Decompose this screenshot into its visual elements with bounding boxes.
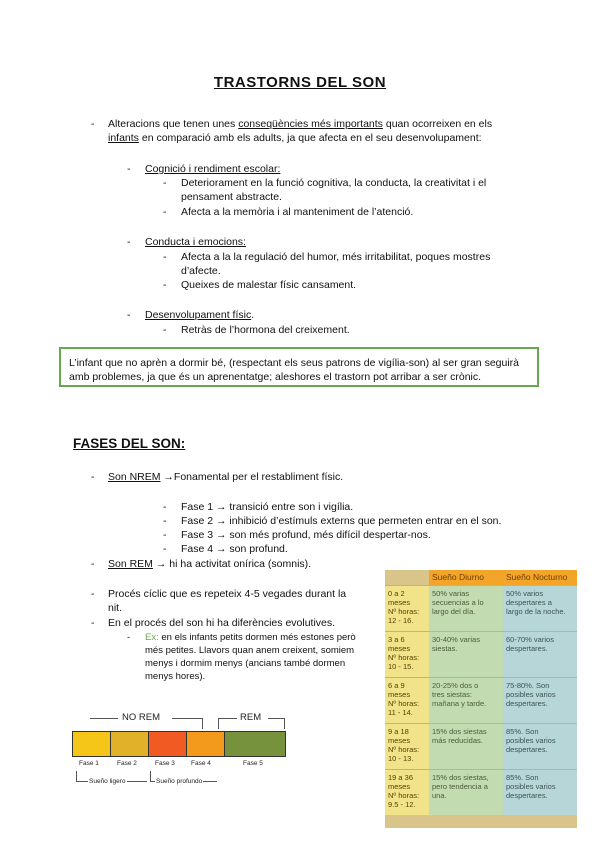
nrem-line bbox=[108, 470, 343, 484]
cell-line: mañana y tarde. bbox=[432, 699, 487, 708]
bullet-dash: - bbox=[91, 118, 95, 130]
sleep-phase-bar bbox=[72, 731, 286, 757]
table-row bbox=[385, 586, 577, 632]
table-cell-night bbox=[503, 770, 577, 816]
cell-line: Nº horas: bbox=[388, 607, 420, 616]
bullet-dash: - bbox=[127, 163, 131, 175]
cell-line: 6 a 9 bbox=[388, 681, 405, 690]
cell-line: despertares. bbox=[506, 791, 548, 800]
list-item: Queixes de malestar físic cansament. bbox=[181, 279, 357, 291]
table-cell-day bbox=[429, 632, 503, 678]
list-item: Afecta a la la regulació del humor, més irritabilitat, poques mostres bbox=[181, 251, 491, 263]
bracket-line bbox=[172, 718, 203, 729]
cell-line: 0 a 2 bbox=[388, 589, 405, 598]
phase-label: Fase 3 bbox=[155, 760, 175, 767]
table-row bbox=[385, 632, 577, 678]
example-text: en els infants petits dormen més estones però bbox=[158, 632, 356, 643]
example-line: menys i dormim menys (ancians també dormen bbox=[145, 658, 346, 669]
list-item: Deteriorament en la funció cognitiva, la conducta, la creativitat i el bbox=[181, 177, 487, 189]
bracket-line bbox=[268, 718, 285, 729]
cell-line: 15% dos siestas, bbox=[432, 773, 489, 782]
deep-sleep-label: Sueño profundo bbox=[156, 778, 203, 785]
bullet-dash: - bbox=[127, 632, 131, 643]
phase-segment bbox=[111, 732, 149, 756]
cell-line: 15% dos siestas bbox=[432, 727, 487, 736]
cell-line: posibles varios bbox=[506, 736, 556, 745]
cell-line: despertares. bbox=[506, 644, 548, 653]
cell-line: despertares. bbox=[506, 745, 548, 754]
phase-segment bbox=[187, 732, 225, 756]
nrem-label: Son NREM bbox=[108, 471, 161, 483]
list-item: Afecta a la memòria i al manteniment de l’atenció. bbox=[181, 206, 414, 218]
table-cell-night bbox=[503, 586, 577, 632]
table-cell-night bbox=[503, 632, 577, 678]
table-cell-day bbox=[429, 724, 503, 770]
cell-line: largo del día. bbox=[432, 607, 476, 616]
nrem-diagram-label: NO REM bbox=[122, 712, 160, 723]
cell-line: 75-80%. Son bbox=[506, 681, 550, 690]
intro-underlined: infants bbox=[108, 132, 139, 144]
example-label: Ex: bbox=[145, 632, 159, 643]
table-cell-age bbox=[385, 632, 429, 678]
phase-label: Fase 4 bbox=[191, 760, 211, 767]
bullet-dash: - bbox=[163, 177, 167, 189]
table-cell-age bbox=[385, 724, 429, 770]
rem-line bbox=[108, 557, 311, 571]
bullet-dash: - bbox=[127, 236, 131, 248]
bullet-dash: - bbox=[163, 251, 167, 263]
table-cell-age bbox=[385, 678, 429, 724]
cell-line: despertares. bbox=[506, 699, 548, 708]
cell-line: una. bbox=[432, 791, 447, 800]
bullet-dash: - bbox=[91, 617, 95, 629]
section-title: FASES DEL SON: bbox=[73, 436, 186, 451]
fase-item: Fase 3 → son més profund, més difícil despertar-nos. bbox=[181, 529, 431, 541]
heading-cognicio: Cognició i rendiment escolar: bbox=[145, 163, 281, 175]
table-row bbox=[385, 678, 577, 724]
cell-line: 50% varias bbox=[432, 589, 470, 598]
bullet-dash: - bbox=[163, 206, 167, 218]
example-line bbox=[145, 631, 356, 645]
cell-line: despertares a bbox=[506, 598, 552, 607]
bullet-dash: - bbox=[91, 588, 95, 600]
table-cell-age bbox=[385, 770, 429, 816]
cell-line: 60-70% varios bbox=[506, 635, 554, 644]
example-line: més petites. Llavors quan anem creixent, somiem bbox=[145, 645, 355, 656]
table-cell-night bbox=[503, 678, 577, 724]
cell-line: 85%. Son bbox=[506, 727, 539, 736]
bullet-dash: - bbox=[163, 529, 167, 541]
table-cell-age bbox=[385, 586, 429, 632]
rem-text: → hi ha activitat onírica (somnis). bbox=[152, 558, 312, 570]
table-row bbox=[385, 770, 577, 816]
proces-line: nit. bbox=[108, 602, 123, 614]
phase-label: Fase 1 bbox=[79, 760, 99, 767]
cell-line: 10 - 13. bbox=[388, 754, 414, 763]
proces-line: Procés cíclic que es repeteix 4-5 vegades durant la bbox=[108, 588, 347, 600]
heading-text: Desenvolupament físic bbox=[145, 309, 252, 321]
table-cell-day bbox=[429, 586, 503, 632]
cell-line: Nº horas: bbox=[388, 699, 420, 708]
bullet-dash: - bbox=[91, 558, 95, 570]
list-item: pensament abstracte. bbox=[181, 191, 282, 203]
evol-line: En el procés del son hi ha diferències evolutives. bbox=[108, 617, 336, 629]
bullet-dash: - bbox=[163, 324, 167, 336]
heading-desenvolupament bbox=[145, 308, 254, 322]
header-night: Sueño Nocturno bbox=[503, 570, 577, 586]
example-line: menys hores). bbox=[145, 671, 206, 682]
cell-line: 30-40% varias bbox=[432, 635, 480, 644]
cell-line: siestas. bbox=[432, 644, 458, 653]
cell-line: meses bbox=[388, 782, 411, 791]
table-cell-night bbox=[503, 724, 577, 770]
bullet-dash: - bbox=[163, 515, 167, 527]
cell-line: pero tendencia a bbox=[432, 782, 488, 791]
cell-line: Nº horas: bbox=[388, 653, 420, 662]
cell-line: 3 a 6 bbox=[388, 635, 405, 644]
cell-line: Nº horas: bbox=[388, 791, 420, 800]
cell-line: Nº horas: bbox=[388, 745, 420, 754]
phase-label: Fase 2 bbox=[117, 760, 137, 767]
cell-line: 9.5 - 12. bbox=[388, 800, 416, 809]
cell-line: 50% varios bbox=[506, 589, 544, 598]
cell-line: posibles varios bbox=[506, 782, 556, 791]
bracket-line bbox=[218, 718, 237, 729]
cell-line: tres siestas: bbox=[432, 690, 473, 699]
table-row bbox=[385, 724, 577, 770]
cell-line: 85%. Son bbox=[506, 773, 539, 782]
bullet-dash: - bbox=[91, 471, 95, 483]
phase-segment bbox=[73, 732, 111, 756]
cell-line: posibles varios bbox=[506, 690, 556, 699]
intro-line-1 bbox=[108, 117, 492, 131]
table-corner bbox=[385, 570, 429, 586]
cell-line: 12 - 16. bbox=[388, 616, 414, 625]
sleep-table bbox=[385, 570, 577, 828]
bullet-dash: - bbox=[127, 309, 131, 321]
cell-line: meses bbox=[388, 644, 411, 653]
fase-item: Fase 4 → son profund. bbox=[181, 543, 288, 555]
cell-line: 20-25% dos o bbox=[432, 681, 479, 690]
intro-line-2 bbox=[108, 131, 482, 145]
cell-line: meses bbox=[388, 690, 411, 699]
cell-line: más reducidas. bbox=[432, 736, 483, 745]
bracket-line bbox=[90, 718, 118, 719]
bullet-dash: - bbox=[163, 279, 167, 291]
cell-line: 11 - 14. bbox=[388, 708, 413, 717]
highlight-box bbox=[59, 347, 539, 387]
phase-label: Fase 5 bbox=[243, 760, 263, 767]
intro-text: en comparació amb els adults, ja que afecta en el seu desenvolupament: bbox=[138, 132, 482, 144]
page-title: TRASTORNS DEL SON bbox=[213, 74, 387, 91]
phase-segment bbox=[225, 732, 285, 756]
nrem-text: →Fonamental per el restabliment físic. bbox=[160, 471, 344, 483]
box-line: amb problemes, ja que és un aprenentatge; aleshores el trastorn pot arribar a ser crònic. bbox=[69, 371, 482, 383]
table-cell-day bbox=[429, 678, 503, 724]
cell-line: 10 - 15. bbox=[388, 662, 414, 671]
header-day: Sueño Diurno bbox=[429, 570, 503, 586]
intro-underlined: conseqüències més importants bbox=[238, 118, 383, 130]
bullet-dash: - bbox=[163, 501, 167, 513]
rem-label: Son REM bbox=[108, 558, 153, 570]
light-sleep-label: Sueño ligero bbox=[89, 778, 126, 785]
box-line: L’infant que no aprèn a dormir bé, (respectant els seus patrons de vigília-son) al ser gran seguirà bbox=[69, 357, 520, 369]
intro-text: Alteracions que tenen unes bbox=[108, 118, 239, 130]
cell-line: largo de la noche. bbox=[506, 607, 566, 616]
table-cell-day bbox=[429, 770, 503, 816]
heading-suffix: . bbox=[251, 309, 255, 321]
rem-diagram-label: REM bbox=[240, 712, 262, 723]
cell-line: meses bbox=[388, 598, 411, 607]
phase-segment bbox=[149, 732, 187, 756]
list-item: Retràs de l’hormona del creixement. bbox=[181, 324, 350, 336]
fase-item: Fase 2 → inhibició d’estímuls externs que permeten entrar en el son. bbox=[181, 515, 502, 527]
cell-line: meses bbox=[388, 736, 411, 745]
list-item: d’afecte. bbox=[181, 265, 221, 277]
cell-line: 19 a 36 bbox=[388, 773, 414, 782]
bullet-dash: - bbox=[163, 543, 167, 555]
intro-text: quan ocorreixen en els bbox=[382, 118, 493, 130]
heading-conducta: Conducta i emocions: bbox=[145, 236, 246, 248]
cell-line: secuencias a lo bbox=[432, 598, 484, 607]
cell-line: 9 a 18 bbox=[388, 727, 409, 736]
fase-item: Fase 1 → transició entre son i vigília. bbox=[181, 501, 354, 513]
